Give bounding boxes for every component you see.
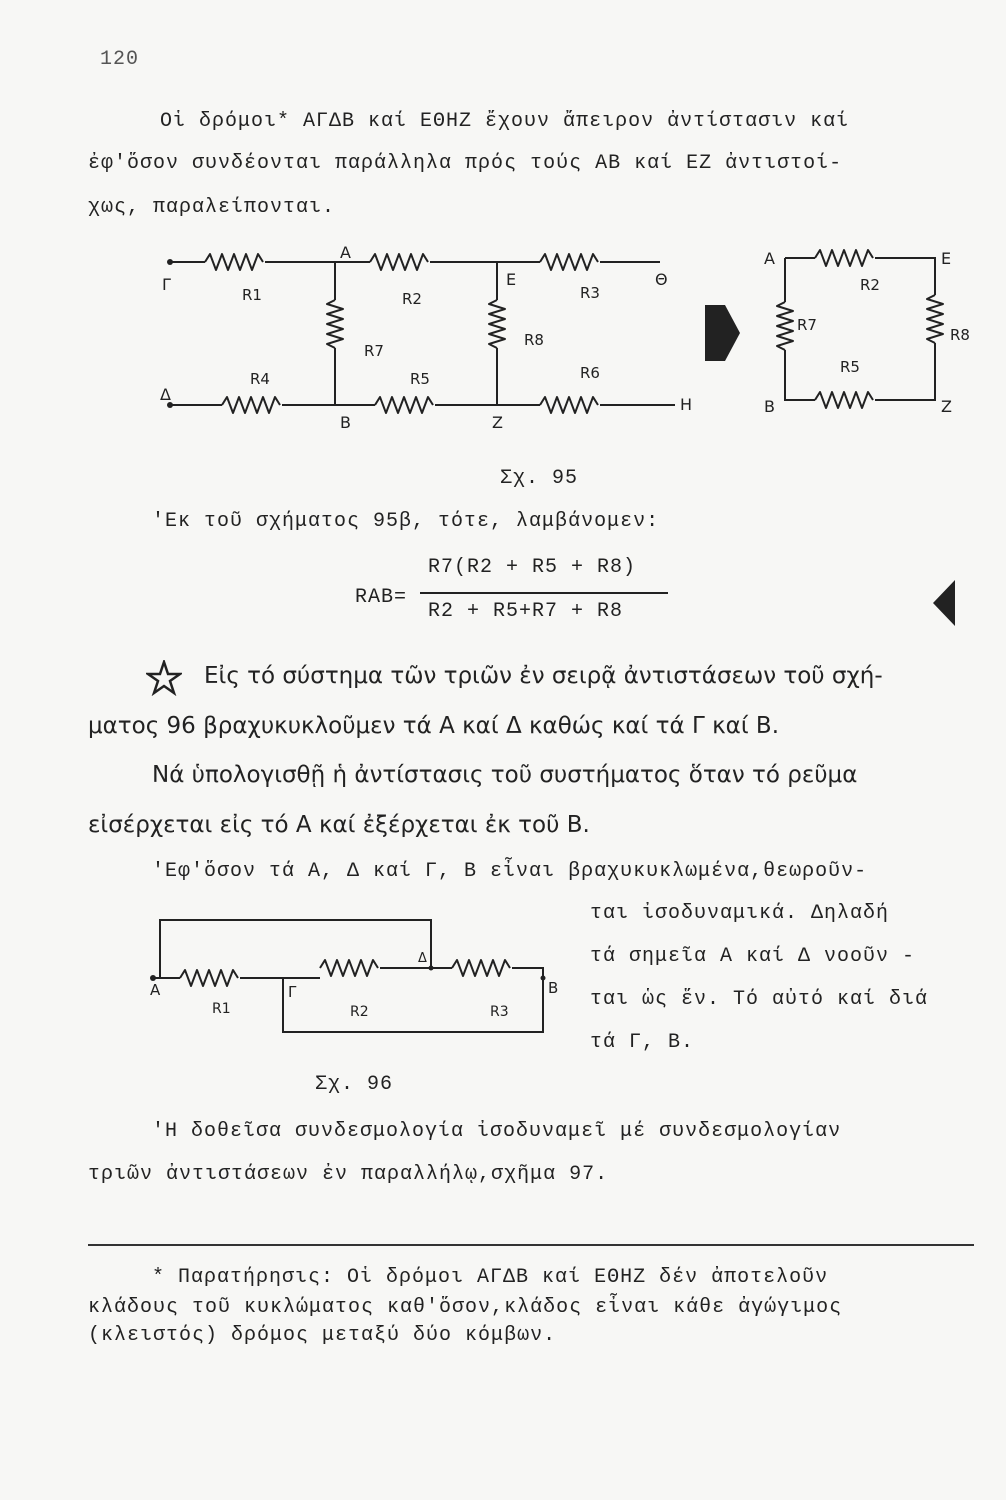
fig96-node-beta: Β [548,979,559,997]
reduced-node-beta: Β [764,397,775,416]
fig96-node-gamma: Γ [288,983,297,1001]
footnote-line-2: κλάδους τοῦ κυκλώματος καθ'ὅσον,κλάδος εἶναι κάθε ἀγώγιμος [88,1296,843,1319]
arrow-right-icon [705,305,740,361]
reduced-node-zeta: Ζ [941,397,952,416]
paragraph-3-line-1: 'Η δοθεῖσα συνδεσμολογία ἰσοδυναμεῖ μέ συνδεσμολογίαν [152,1120,842,1143]
problem-line-3: Νά ὑπολογισθῇ ἡ ἀντίστασις τοῦ συστήματος ὅταν τό ρεῦμα [152,762,858,788]
reduced-node-alpha: Α [764,249,775,268]
star-icon [146,660,182,696]
footnote-line-1: * Παρατήρησις: Οἱ δρόμοι ΑΓΔΒ καί ΕΘΗΖ δέν ἀποτελοῦν [152,1266,829,1289]
reduced-label-r2: R2 [860,276,880,294]
footnote-divider [88,1244,974,1246]
fig96-label-r2: R2 [350,1004,369,1020]
reduced-label-r8: R8 [950,326,970,344]
formula-lhs: RAB= [355,586,408,609]
paragraph-1-line-1: Οἱ δρόμοι* ΑΓΔΒ καί ΕΘΗΖ ἔχουν ἄπειρον ἀντίστασιν καί [160,110,850,133]
formula-denominator: R2 + R5+R7 + R8 [428,600,624,623]
fig96-label-r3: R3 [490,1004,509,1020]
node-zeta: Ζ [492,413,503,432]
reduced-label-r7: R7 [797,316,817,334]
node-eta: Η [680,395,693,414]
footnote-line-3: (κλειστός) δρόμος μεταξύ δύο κόμβων. [88,1324,557,1347]
label-r3: R3 [580,284,600,302]
reduced-label-r5: R5 [840,358,860,376]
node-epsilon: Ε [506,270,517,289]
formula-fraction-bar [420,592,668,594]
paragraph-1-line-3: χως, παραλείπονται. [88,196,336,219]
solution-side-line-4: τά Γ, Β. [590,1031,695,1054]
problem-line-4: εἰσέρχεται εἰς τό Α καί ἐξέρχεται ἐκ τοῦ Β. [88,812,590,838]
figure-95-caption: Σχ. 95 [500,467,579,490]
node-beta: Β [340,413,351,432]
solution-side-line-3: ται ὡς ἕν. Τό αὐτό καί διά [590,988,929,1011]
label-r6: R6 [580,364,600,382]
node-theta: Θ [655,270,668,289]
page-number: 120 [100,48,140,71]
paragraph-3-line-2: τριῶν ἀντιστάσεων ἐν παραλλήλῳ,σχῆμα 97. [88,1163,609,1186]
figure-96-caption: Σχ. 96 [315,1073,394,1096]
paragraph-2: 'Εκ τοῦ σχήματος 95β, τότε, λαμβάνομεν: [152,510,660,533]
label-r1: R1 [242,286,262,304]
label-r7: R7 [364,342,384,360]
figure-95-circuit [0,0,1006,480]
label-r5: R5 [410,370,430,388]
node-alpha: Α [340,243,351,262]
fig96-label-r1: R1 [212,1001,231,1017]
node-gamma: Γ [162,275,171,294]
problem-line-1: Εἰς τό σύστημα τῶν τριῶν ἐν σειρᾷ ἀντιστάσεων τοῦ σχή- [204,663,883,689]
label-r8: R8 [524,331,544,349]
solution-side-line-2: τά σημεῖα Α καί Δ νοοῦν - [590,945,916,968]
formula-numerator: R7(R2 + R5 + R8) [428,556,637,579]
label-r2: R2 [402,290,422,308]
figure-96-circuit [130,905,730,1065]
reduced-node-epsilon: Ε [941,249,952,268]
margin-arrow-icon [930,578,960,628]
label-r4: R4 [250,370,270,388]
node-delta: Δ [160,385,171,404]
solution-side-line-1: ται ἰσοδυναμικά. Δηλαδή [590,902,890,925]
solution-line-1: 'Εφ'ὅσον τά Α, Δ καί Γ, Β εἶναι βραχυκυκλωμένα,θεωροῦν- [152,860,868,883]
paragraph-1-line-2: ἐφ'ὅσον συνδέονται παράλληλα πρός τούς ΑΒ καί ΕΖ ἀντιστοί- [88,152,843,175]
problem-line-2: ματος 96 βραχυκυκλοῦμεν τά Α καί Δ καθώς καί τά Γ καί Β. [88,713,779,739]
fig96-node-delta: Δ [418,951,427,966]
fig96-node-alpha: Α [150,981,161,999]
